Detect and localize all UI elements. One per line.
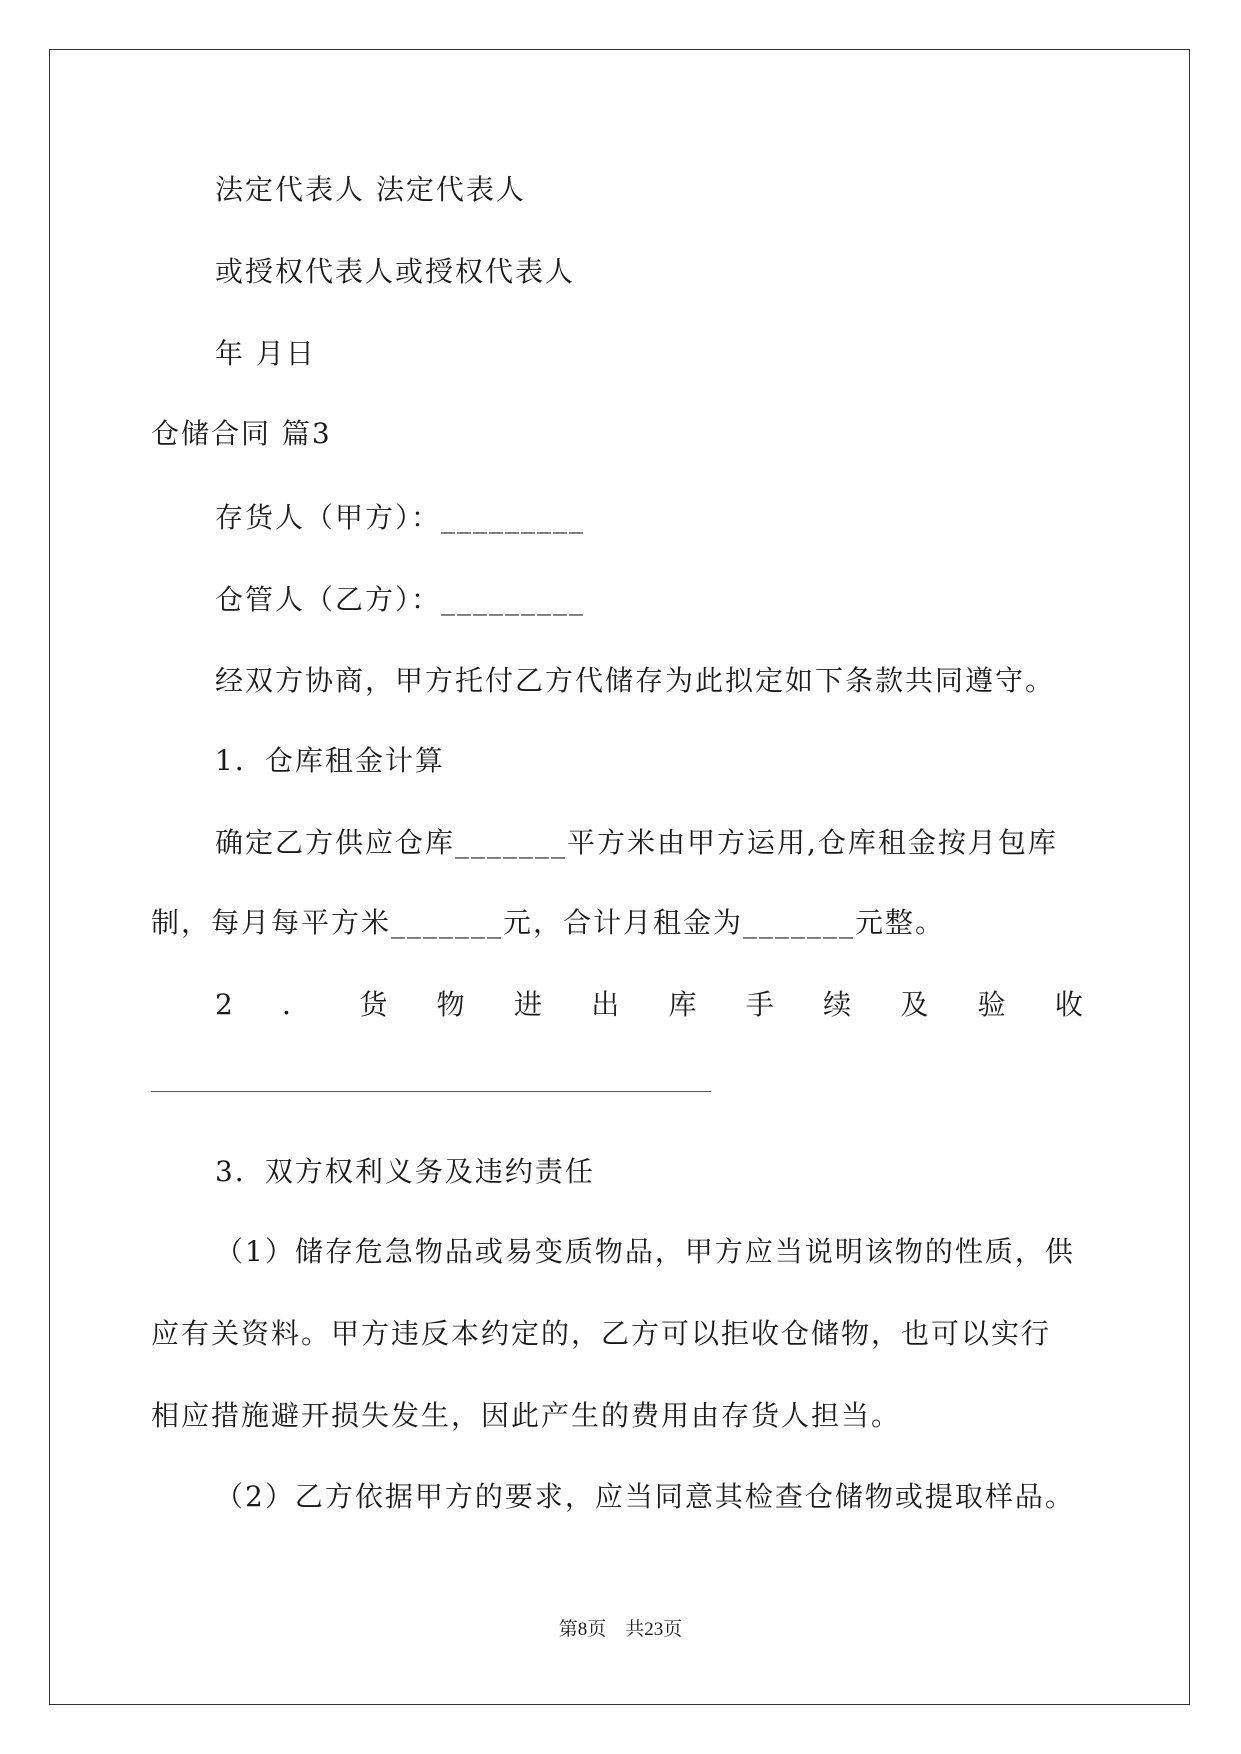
clause-1-heading: 1．仓库租金计算	[215, 744, 445, 777]
clause-2-char: 2	[215, 988, 235, 1021]
clause-2-char: 库	[668, 988, 699, 1021]
warehouse-keeper-line: 仓管人（乙方）：_________	[215, 583, 586, 616]
clause-3-2-line-1: （2）乙方依据甲方的要求，应当同意其检查仓储物或提取样品。	[215, 1480, 1075, 1513]
clause-3-1-line-3: 相应措施避开损失发生，因此产生的费用由存货人担当。	[151, 1399, 902, 1432]
clause-2-char: 手	[745, 988, 776, 1021]
blank-fill-line	[151, 1091, 711, 1092]
page-number: 第8页 共23页	[558, 1619, 683, 1640]
date-line: 年 月日	[215, 337, 316, 370]
page-border	[49, 49, 1190, 1705]
clause-2-heading	[215, 985, 1085, 1025]
clause-2-char: 出	[591, 988, 622, 1021]
clause-2-char: 及	[900, 988, 931, 1021]
clause-1-text-line-2: 制，每月每平方米_______元，合计月租金为_______元整。	[151, 906, 946, 939]
clause-2-char: 物	[436, 988, 467, 1021]
intro-paragraph: 经双方协商，甲方托付乙方代储存为此拟定如下条款共同遵守。	[215, 664, 1056, 697]
clause-1-text-line-1: 确定乙方供应仓库_______平方米由甲方运用,仓库租金按月包库	[215, 826, 1058, 859]
clause-2-char: 进	[513, 988, 544, 1021]
clause-3-1-line-1: （1）储存危急物品或易变质物品，甲方应当说明该物的性质，供	[215, 1235, 1075, 1268]
depositor-line: 存货人（甲方）：_________	[215, 501, 586, 534]
section-heading: 仓储合同 篇3	[151, 417, 332, 450]
clause-2-char: ．	[282, 988, 313, 1021]
signatory-line: 法定代表人 法定代表人	[215, 173, 526, 206]
clause-2-char: 货	[359, 988, 390, 1021]
authorized-rep-line: 或授权代表人或授权代表人	[215, 255, 576, 288]
clause-2-char: 收	[1054, 988, 1085, 1021]
clause-3-heading: 3．双方权利义务及违约责任	[215, 1155, 595, 1188]
clause-2-char: 续	[823, 988, 854, 1021]
clause-2-char: 验	[977, 988, 1008, 1021]
clause-3-1-line-2: 应有关资料。甲方违反本约定的，乙方可以拒收仓储物，也可以实行	[151, 1317, 1052, 1350]
